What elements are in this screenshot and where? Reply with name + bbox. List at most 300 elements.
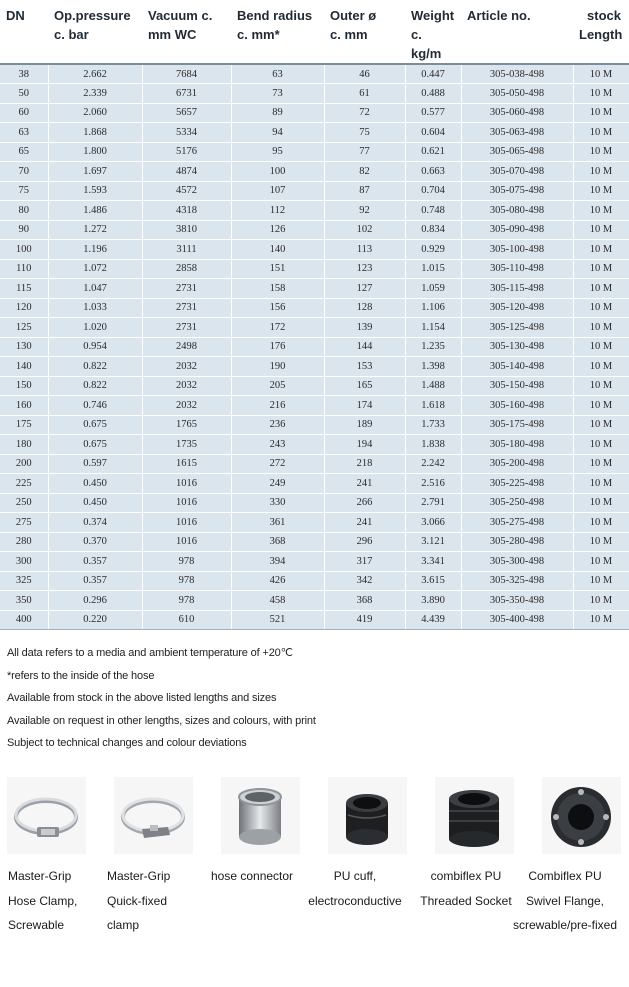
header-bend-radius: Bend radius c. mm* bbox=[231, 0, 324, 64]
cell-op-pressure: 1.868 bbox=[48, 123, 142, 143]
cell-vacuum: 2032 bbox=[142, 376, 231, 396]
cell-vacuum: 1735 bbox=[142, 435, 231, 455]
cell-outer-diameter: 165 bbox=[324, 376, 405, 396]
cell-outer-diameter: 241 bbox=[324, 513, 405, 533]
product-caption-hose-connector bbox=[211, 867, 293, 892]
cell-bend-radius: 216 bbox=[231, 396, 324, 416]
cell-op-pressure: 1.033 bbox=[48, 298, 142, 318]
cell-article-no: 305-300-498 bbox=[461, 552, 573, 572]
table-row bbox=[0, 220, 629, 240]
caption-line: Screwable bbox=[8, 918, 65, 932]
cell-stock-length: 10 M bbox=[573, 201, 629, 221]
cell-vacuum: 7684 bbox=[142, 64, 231, 84]
note-stock-availability: Available from stock in the above listed lengths and sizes bbox=[7, 692, 277, 705]
cell-dn: 120 bbox=[0, 298, 48, 318]
table-row bbox=[0, 435, 629, 455]
cell-outer-diameter: 82 bbox=[324, 162, 405, 182]
cell-dn: 115 bbox=[0, 279, 48, 299]
caption-line: PU cuff, bbox=[333, 869, 377, 883]
product-image-quick-clamp bbox=[114, 777, 193, 854]
threaded-socket-icon bbox=[435, 777, 514, 854]
cell-outer-diameter: 139 bbox=[324, 318, 405, 338]
cell-dn: 275 bbox=[0, 513, 48, 533]
product-image-pu-cuff bbox=[328, 777, 407, 854]
cell-dn: 150 bbox=[0, 376, 48, 396]
cell-vacuum: 1016 bbox=[142, 532, 231, 552]
table-row bbox=[0, 474, 629, 494]
cell-op-pressure: 0.220 bbox=[48, 610, 142, 630]
table-row bbox=[0, 454, 629, 474]
cell-weight: 2.516 bbox=[405, 474, 461, 494]
cell-stock-length: 10 M bbox=[573, 610, 629, 630]
cell-stock-length: 10 M bbox=[573, 337, 629, 357]
header-article-no: Article no. bbox=[461, 0, 573, 64]
caption-line: screwable/pre-fixed bbox=[512, 918, 618, 932]
cell-outer-diameter: 102 bbox=[324, 220, 405, 240]
cell-outer-diameter: 296 bbox=[324, 532, 405, 552]
cell-op-pressure: 1.072 bbox=[48, 259, 142, 279]
cell-op-pressure: 0.675 bbox=[48, 415, 142, 435]
table-row bbox=[0, 337, 629, 357]
cell-op-pressure: 0.357 bbox=[48, 552, 142, 572]
cell-weight: 1.838 bbox=[405, 435, 461, 455]
cell-op-pressure: 1.800 bbox=[48, 142, 142, 162]
cell-bend-radius: 112 bbox=[231, 201, 324, 221]
table-row bbox=[0, 259, 629, 279]
cell-bend-radius: 205 bbox=[231, 376, 324, 396]
cell-weight: 0.577 bbox=[405, 103, 461, 123]
cell-article-no: 305-175-498 bbox=[461, 415, 573, 435]
cell-stock-length: 10 M bbox=[573, 123, 629, 143]
cell-dn: 130 bbox=[0, 337, 48, 357]
cell-bend-radius: 190 bbox=[231, 357, 324, 377]
cell-stock-length: 10 M bbox=[573, 415, 629, 435]
cell-bend-radius: 426 bbox=[231, 571, 324, 591]
cell-weight: 0.748 bbox=[405, 201, 461, 221]
cell-article-no: 305-275-498 bbox=[461, 513, 573, 533]
notes-list bbox=[7, 644, 316, 757]
cell-dn: 38 bbox=[0, 64, 48, 84]
cell-dn: 70 bbox=[0, 162, 48, 182]
cell-article-no: 305-050-498 bbox=[461, 84, 573, 104]
cell-weight: 1.015 bbox=[405, 259, 461, 279]
cell-outer-diameter: 218 bbox=[324, 454, 405, 474]
cell-vacuum: 978 bbox=[142, 552, 231, 572]
hose-connector-icon bbox=[221, 777, 300, 854]
cell-dn: 63 bbox=[0, 123, 48, 143]
cell-bend-radius: 63 bbox=[231, 64, 324, 84]
cell-op-pressure: 2.662 bbox=[48, 64, 142, 84]
table-row bbox=[0, 610, 629, 630]
cell-op-pressure: 0.370 bbox=[48, 532, 142, 552]
cell-weight: 0.834 bbox=[405, 220, 461, 240]
cell-vacuum: 2858 bbox=[142, 259, 231, 279]
cell-article-no: 305-130-498 bbox=[461, 337, 573, 357]
caption-line: electroconductive bbox=[308, 893, 402, 908]
table-row bbox=[0, 415, 629, 435]
cell-stock-length: 10 M bbox=[573, 103, 629, 123]
cell-article-no: 305-075-498 bbox=[461, 181, 573, 201]
cell-article-no: 305-100-498 bbox=[461, 240, 573, 260]
table-row bbox=[0, 493, 629, 513]
cell-bend-radius: 107 bbox=[231, 181, 324, 201]
cell-stock-length: 10 M bbox=[573, 493, 629, 513]
cell-outer-diameter: 342 bbox=[324, 571, 405, 591]
cell-article-no: 305-325-498 bbox=[461, 571, 573, 591]
cell-bend-radius: 243 bbox=[231, 435, 324, 455]
cell-outer-diameter: 153 bbox=[324, 357, 405, 377]
cell-op-pressure: 0.822 bbox=[48, 376, 142, 396]
cell-vacuum: 2032 bbox=[142, 396, 231, 416]
cell-bend-radius: 272 bbox=[231, 454, 324, 474]
cell-stock-length: 10 M bbox=[573, 220, 629, 240]
cell-outer-diameter: 87 bbox=[324, 181, 405, 201]
cell-article-no: 305-160-498 bbox=[461, 396, 573, 416]
cell-article-no: 305-065-498 bbox=[461, 142, 573, 162]
cell-weight: 3.615 bbox=[405, 571, 461, 591]
cell-weight: 4.439 bbox=[405, 610, 461, 630]
header-stock-length: stock Length bbox=[573, 0, 629, 64]
cell-weight: 0.621 bbox=[405, 142, 461, 162]
cell-op-pressure: 1.697 bbox=[48, 162, 142, 182]
cell-op-pressure: 0.746 bbox=[48, 396, 142, 416]
cell-vacuum: 5176 bbox=[142, 142, 231, 162]
cell-op-pressure: 1.196 bbox=[48, 240, 142, 260]
cell-vacuum: 1615 bbox=[142, 454, 231, 474]
cell-vacuum: 978 bbox=[142, 571, 231, 591]
cell-outer-diameter: 189 bbox=[324, 415, 405, 435]
cell-weight: 1.398 bbox=[405, 357, 461, 377]
cell-stock-length: 10 M bbox=[573, 64, 629, 84]
cell-stock-length: 10 M bbox=[573, 357, 629, 377]
table-row bbox=[0, 64, 629, 84]
cell-vacuum: 4572 bbox=[142, 181, 231, 201]
cell-bend-radius: 158 bbox=[231, 279, 324, 299]
cell-dn: 60 bbox=[0, 103, 48, 123]
cell-stock-length: 10 M bbox=[573, 396, 629, 416]
table-row bbox=[0, 571, 629, 591]
table-row bbox=[0, 532, 629, 552]
hose-clamp-screw-icon bbox=[7, 777, 86, 854]
table-row bbox=[0, 396, 629, 416]
cell-weight: 0.663 bbox=[405, 162, 461, 182]
swivel-flange-icon bbox=[542, 777, 621, 854]
cell-vacuum: 4318 bbox=[142, 201, 231, 221]
cell-article-no: 305-250-498 bbox=[461, 493, 573, 513]
table-row bbox=[0, 513, 629, 533]
cell-op-pressure: 0.597 bbox=[48, 454, 142, 474]
cell-vacuum: 5657 bbox=[142, 103, 231, 123]
cell-op-pressure: 2.060 bbox=[48, 103, 142, 123]
product-image-threaded-socket bbox=[435, 777, 514, 854]
product-caption-quick-clamp bbox=[107, 867, 170, 941]
cell-weight: 1.733 bbox=[405, 415, 461, 435]
caption-line: Swivel Flange, bbox=[525, 893, 605, 908]
cell-bend-radius: 176 bbox=[231, 337, 324, 357]
cell-stock-length: 10 M bbox=[573, 571, 629, 591]
cell-article-no: 305-080-498 bbox=[461, 201, 573, 221]
cell-vacuum: 6731 bbox=[142, 84, 231, 104]
cell-outer-diameter: 46 bbox=[324, 64, 405, 84]
cell-stock-length: 10 M bbox=[573, 240, 629, 260]
cell-outer-diameter: 194 bbox=[324, 435, 405, 455]
cell-article-no: 305-180-498 bbox=[461, 435, 573, 455]
table-row bbox=[0, 357, 629, 377]
product-image-hose-connector bbox=[221, 777, 300, 854]
cell-dn: 325 bbox=[0, 571, 48, 591]
cell-weight: 1.618 bbox=[405, 396, 461, 416]
cell-weight: 3.066 bbox=[405, 513, 461, 533]
cell-article-no: 305-120-498 bbox=[461, 298, 573, 318]
cell-article-no: 305-225-498 bbox=[461, 474, 573, 494]
cell-bend-radius: 368 bbox=[231, 532, 324, 552]
cell-article-no: 305-070-498 bbox=[461, 162, 573, 182]
cell-dn: 110 bbox=[0, 259, 48, 279]
cell-article-no: 305-125-498 bbox=[461, 318, 573, 338]
cell-weight: 3.890 bbox=[405, 591, 461, 611]
cell-article-no: 305-200-498 bbox=[461, 454, 573, 474]
cell-dn: 280 bbox=[0, 532, 48, 552]
table-row bbox=[0, 279, 629, 299]
cell-outer-diameter: 113 bbox=[324, 240, 405, 260]
cell-dn: 350 bbox=[0, 591, 48, 611]
pu-cuff-icon bbox=[328, 777, 407, 854]
cell-stock-length: 10 M bbox=[573, 162, 629, 182]
cell-bend-radius: 361 bbox=[231, 513, 324, 533]
cell-outer-diameter: 266 bbox=[324, 493, 405, 513]
hose-clamp-quick-icon bbox=[114, 777, 193, 854]
cell-vacuum: 2731 bbox=[142, 279, 231, 299]
cell-outer-diameter: 92 bbox=[324, 201, 405, 221]
cell-bend-radius: 249 bbox=[231, 474, 324, 494]
cell-op-pressure: 0.374 bbox=[48, 513, 142, 533]
cell-bend-radius: 151 bbox=[231, 259, 324, 279]
cell-vacuum: 5334 bbox=[142, 123, 231, 143]
cell-weight: 1.059 bbox=[405, 279, 461, 299]
cell-stock-length: 10 M bbox=[573, 181, 629, 201]
cell-outer-diameter: 77 bbox=[324, 142, 405, 162]
cell-bend-radius: 126 bbox=[231, 220, 324, 240]
cell-stock-length: 10 M bbox=[573, 84, 629, 104]
product-caption-threaded-socket bbox=[420, 867, 512, 916]
cell-outer-diameter: 61 bbox=[324, 84, 405, 104]
cell-op-pressure: 1.486 bbox=[48, 201, 142, 221]
cell-dn: 90 bbox=[0, 220, 48, 240]
cell-stock-length: 10 M bbox=[573, 298, 629, 318]
cell-weight: 3.121 bbox=[405, 532, 461, 552]
header-outer-diameter: Outer ø c. mm bbox=[324, 0, 405, 64]
cell-dn: 400 bbox=[0, 610, 48, 630]
cell-stock-length: 10 M bbox=[573, 259, 629, 279]
cell-bend-radius: 94 bbox=[231, 123, 324, 143]
table-row bbox=[0, 318, 629, 338]
cell-stock-length: 10 M bbox=[573, 552, 629, 572]
cell-vacuum: 978 bbox=[142, 591, 231, 611]
cell-op-pressure: 2.339 bbox=[48, 84, 142, 104]
cell-weight: 1.488 bbox=[405, 376, 461, 396]
cell-dn: 65 bbox=[0, 142, 48, 162]
cell-stock-length: 10 M bbox=[573, 376, 629, 396]
cell-bend-radius: 236 bbox=[231, 415, 324, 435]
cell-vacuum: 3111 bbox=[142, 240, 231, 260]
note-on-request: Available on request in other lengths, sizes and colours, with print bbox=[7, 714, 316, 727]
product-caption-pu-cuff bbox=[307, 867, 403, 916]
caption-line: Master-Grip bbox=[8, 869, 72, 883]
cell-weight: 2.791 bbox=[405, 493, 461, 513]
table-row bbox=[0, 298, 629, 318]
cell-weight: 2.242 bbox=[405, 454, 461, 474]
product-image-swivel-flange bbox=[542, 777, 621, 854]
table-row bbox=[0, 181, 629, 201]
cell-bend-radius: 394 bbox=[231, 552, 324, 572]
cell-bend-radius: 95 bbox=[231, 142, 324, 162]
cell-dn: 200 bbox=[0, 454, 48, 474]
cell-article-no: 305-400-498 bbox=[461, 610, 573, 630]
cell-outer-diameter: 72 bbox=[324, 103, 405, 123]
cell-stock-length: 10 M bbox=[573, 435, 629, 455]
cell-weight: 0.447 bbox=[405, 64, 461, 84]
cell-bend-radius: 330 bbox=[231, 493, 324, 513]
caption-line: Master-Grip bbox=[107, 869, 171, 883]
note-inside-hose: *refers to the inside of the hose bbox=[7, 669, 155, 682]
table-row bbox=[0, 240, 629, 260]
cell-op-pressure: 0.675 bbox=[48, 435, 142, 455]
cell-dn: 50 bbox=[0, 84, 48, 104]
cell-outer-diameter: 127 bbox=[324, 279, 405, 299]
cell-vacuum: 1016 bbox=[142, 474, 231, 494]
cell-op-pressure: 0.450 bbox=[48, 474, 142, 494]
cell-outer-diameter: 241 bbox=[324, 474, 405, 494]
caption-line: Quick-fixed bbox=[107, 893, 168, 908]
table-header-row bbox=[0, 0, 629, 64]
cell-weight: 0.929 bbox=[405, 240, 461, 260]
cell-article-no: 305-150-498 bbox=[461, 376, 573, 396]
cell-article-no: 305-280-498 bbox=[461, 532, 573, 552]
table-row bbox=[0, 201, 629, 221]
cell-dn: 175 bbox=[0, 415, 48, 435]
cell-bend-radius: 100 bbox=[231, 162, 324, 182]
cell-vacuum: 1016 bbox=[142, 493, 231, 513]
note-technical-changes: Subject to technical changes and colour deviations bbox=[7, 737, 247, 750]
table-row bbox=[0, 376, 629, 396]
header-op-pressure: Op.pressure c. bar bbox=[48, 0, 142, 64]
product-image-hose-clamp bbox=[7, 777, 86, 854]
cell-dn: 140 bbox=[0, 357, 48, 377]
cell-dn: 125 bbox=[0, 318, 48, 338]
cell-outer-diameter: 174 bbox=[324, 396, 405, 416]
cell-dn: 160 bbox=[0, 396, 48, 416]
cell-weight: 0.704 bbox=[405, 181, 461, 201]
table-row bbox=[0, 84, 629, 104]
cell-vacuum: 1016 bbox=[142, 513, 231, 533]
cell-dn: 180 bbox=[0, 435, 48, 455]
cell-vacuum: 3810 bbox=[142, 220, 231, 240]
cell-vacuum: 1765 bbox=[142, 415, 231, 435]
table-row bbox=[0, 591, 629, 611]
cell-weight: 1.154 bbox=[405, 318, 461, 338]
cell-op-pressure: 0.450 bbox=[48, 493, 142, 513]
cell-bend-radius: 73 bbox=[231, 84, 324, 104]
cell-article-no: 305-038-498 bbox=[461, 64, 573, 84]
cell-article-no: 305-090-498 bbox=[461, 220, 573, 240]
cell-outer-diameter: 144 bbox=[324, 337, 405, 357]
cell-weight: 3.341 bbox=[405, 552, 461, 572]
product-caption-hose-clamp bbox=[8, 867, 77, 941]
cell-op-pressure: 0.357 bbox=[48, 571, 142, 591]
cell-article-no: 305-063-498 bbox=[461, 123, 573, 143]
table-body bbox=[0, 64, 629, 630]
caption-line: Threaded Socket bbox=[420, 893, 512, 908]
caption-line: hose connector bbox=[211, 869, 294, 883]
caption-line: combiflex PU bbox=[430, 869, 502, 883]
header-weight: Weight c. kg/m bbox=[405, 0, 461, 64]
cell-outer-diameter: 368 bbox=[324, 591, 405, 611]
cell-article-no: 305-350-498 bbox=[461, 591, 573, 611]
cell-article-no: 305-140-498 bbox=[461, 357, 573, 377]
cell-vacuum: 2731 bbox=[142, 318, 231, 338]
cell-dn: 300 bbox=[0, 552, 48, 572]
table-row bbox=[0, 123, 629, 143]
cell-dn: 225 bbox=[0, 474, 48, 494]
cell-bend-radius: 140 bbox=[231, 240, 324, 260]
cell-vacuum: 2032 bbox=[142, 357, 231, 377]
cell-outer-diameter: 123 bbox=[324, 259, 405, 279]
table-row bbox=[0, 103, 629, 123]
cell-vacuum: 2498 bbox=[142, 337, 231, 357]
cell-weight: 1.106 bbox=[405, 298, 461, 318]
cell-dn: 100 bbox=[0, 240, 48, 260]
cell-stock-length: 10 M bbox=[573, 318, 629, 338]
cell-outer-diameter: 317 bbox=[324, 552, 405, 572]
header-vacuum: Vacuum c. mm WC bbox=[142, 0, 231, 64]
cell-bend-radius: 172 bbox=[231, 318, 324, 338]
cell-bend-radius: 521 bbox=[231, 610, 324, 630]
note-temperature: All data refers to a media and ambient temperature of +20℃ bbox=[7, 647, 293, 659]
cell-vacuum: 610 bbox=[142, 610, 231, 630]
caption-line: Hose Clamp, bbox=[8, 893, 78, 908]
cell-weight: 0.604 bbox=[405, 123, 461, 143]
cell-op-pressure: 0.296 bbox=[48, 591, 142, 611]
cell-article-no: 305-110-498 bbox=[461, 259, 573, 279]
caption-line: Combiflex PU bbox=[528, 869, 602, 883]
cell-weight: 0.488 bbox=[405, 84, 461, 104]
header-dn: DN bbox=[0, 0, 48, 64]
cell-dn: 75 bbox=[0, 181, 48, 201]
cell-stock-length: 10 M bbox=[573, 142, 629, 162]
cell-op-pressure: 0.954 bbox=[48, 337, 142, 357]
cell-stock-length: 10 M bbox=[573, 513, 629, 533]
cell-outer-diameter: 419 bbox=[324, 610, 405, 630]
cell-article-no: 305-115-498 bbox=[461, 279, 573, 299]
cell-vacuum: 2731 bbox=[142, 298, 231, 318]
cell-stock-length: 10 M bbox=[573, 591, 629, 611]
product-caption-swivel-flange bbox=[512, 867, 618, 941]
cell-weight: 1.235 bbox=[405, 337, 461, 357]
table-row bbox=[0, 142, 629, 162]
caption-line: clamp bbox=[107, 918, 140, 932]
cell-op-pressure: 1.272 bbox=[48, 220, 142, 240]
cell-op-pressure: 1.020 bbox=[48, 318, 142, 338]
cell-op-pressure: 0.822 bbox=[48, 357, 142, 377]
cell-stock-length: 10 M bbox=[573, 532, 629, 552]
cell-stock-length: 10 M bbox=[573, 454, 629, 474]
cell-vacuum: 4874 bbox=[142, 162, 231, 182]
cell-dn: 250 bbox=[0, 493, 48, 513]
cell-bend-radius: 458 bbox=[231, 591, 324, 611]
cell-op-pressure: 1.047 bbox=[48, 279, 142, 299]
cell-bend-radius: 156 bbox=[231, 298, 324, 318]
cell-dn: 80 bbox=[0, 201, 48, 221]
